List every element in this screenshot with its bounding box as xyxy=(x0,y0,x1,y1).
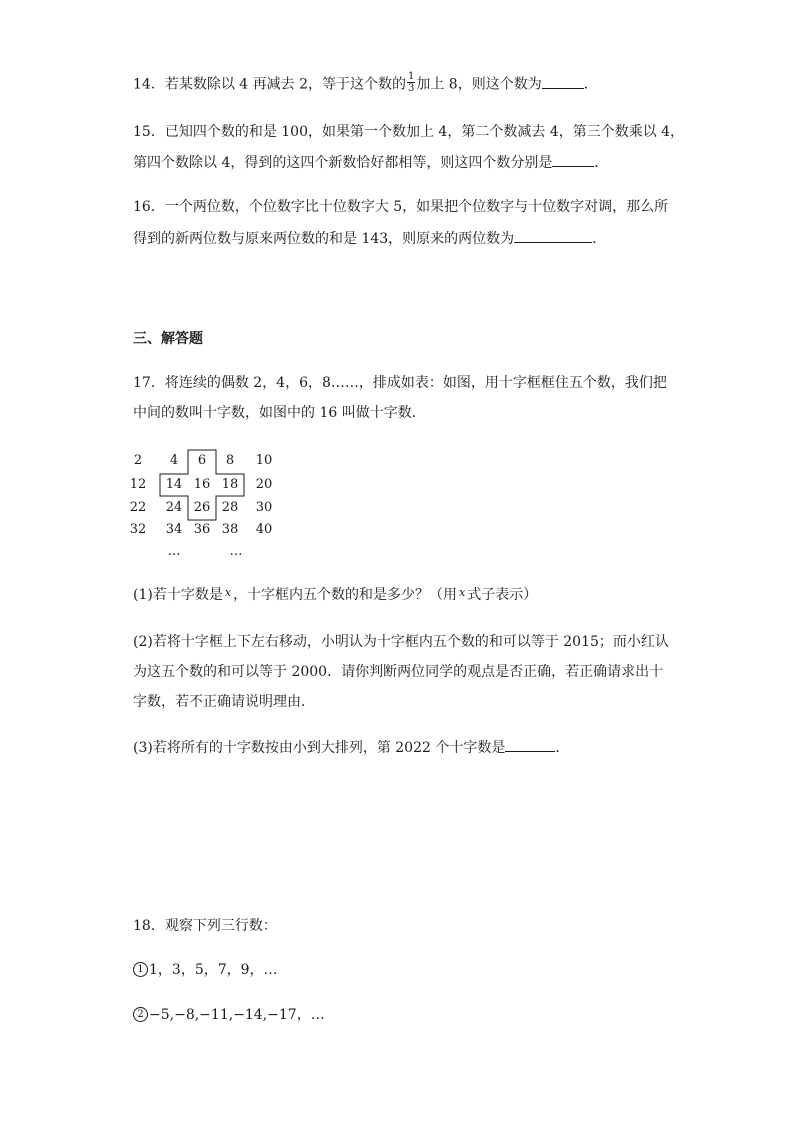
question-15-line1: 15．已知四个数的和是 100，如果第一个数加上 4，第二个数减去 4，第三个数乘以 4， xyxy=(133,124,685,140)
circled-number-2: 2 xyxy=(133,1007,148,1022)
grid-cell: 20 xyxy=(255,477,273,492)
question-17-line2: 中间的数叫十字数，如图中的 16 叫做十字数． xyxy=(133,405,426,421)
variable-x: x xyxy=(459,586,466,599)
variable-x: x xyxy=(224,586,232,599)
grid-cell: 24 xyxy=(165,500,183,515)
grid-cell: 26 xyxy=(193,500,211,515)
question-17-line1: 17．将连续的偶数 2，4，6，8……，排成如表：如图，用十字框框住五个数，我们把 xyxy=(133,375,667,391)
grid-cell: 18 xyxy=(221,477,239,492)
grid-cell: 6 xyxy=(197,453,207,468)
grid-cell: 40 xyxy=(255,522,273,537)
grid-ellipsis: … xyxy=(229,544,243,559)
q14-prefix: 14．若某数除以 4 再减去 2，等于这个数的 xyxy=(133,76,406,93)
circled-number-1: 1 xyxy=(133,962,148,977)
q14-suffix: 加上 8，则这个数为 xyxy=(416,76,542,93)
answer-blank[interactable] xyxy=(505,737,555,752)
grid-cell: 22 xyxy=(129,500,147,515)
question-17-part3: (3)若将所有的十字数按由小到大排列，第 2022 个十字数是 ． xyxy=(133,737,569,758)
question-17-part2-line3: 字数，若不正确请说明理由． xyxy=(133,694,315,710)
grid-cell: 34 xyxy=(165,522,183,537)
grid-cell: 32 xyxy=(129,522,147,537)
question-17-part2-line1: (2)若将十字框上下左右移动，小明认为十字框内五个数的和可以等于 2015；而小红认 xyxy=(133,634,669,650)
grid-cell: 14 xyxy=(165,477,183,492)
question-14: 14．若某数除以 4 再减去 2，等于这个数的 $\frac{1}{3}$ 加上 8，则这个数为 ． xyxy=(133,71,598,94)
grid-ellipsis: … xyxy=(167,544,181,559)
grid-cell: 8 xyxy=(225,453,235,468)
fraction-one-third: $\frac{1}{3}$ xyxy=(407,71,415,94)
question-17-part1: (1)若十字数是 $^x$ ，十字框内五个数的和是多少？（用 $^x$ 式子表示） xyxy=(133,586,538,603)
grid-cell: 16 xyxy=(193,477,211,492)
question-18-intro: 18．观察下列三行数： xyxy=(133,918,277,934)
section-heading: 三、解答题 xyxy=(133,331,203,347)
grid-cell: 12 xyxy=(129,477,147,492)
grid-cell: 36 xyxy=(193,522,211,537)
grid-cell: 30 xyxy=(255,500,273,515)
question-15-line2: 第四个数除以 4，得到的这四个新数恰好都相等，则这四个数分别是 ． xyxy=(133,152,608,173)
grid-cell: 28 xyxy=(221,500,239,515)
question-18-row2: 2 −5,−8,−11,−14,−17，… xyxy=(133,1005,325,1025)
grid-cell: 38 xyxy=(221,522,239,537)
question-16-line1: 16．一个两位数，个位数字比十位数字大 5，如果把个位数字与十位数字对调，那么所 xyxy=(133,199,669,215)
question-18-row1: 1 1，3，5，7，9，… xyxy=(133,960,278,980)
grid-cell: 4 xyxy=(169,453,179,468)
grid-cell: 2 xyxy=(133,453,143,468)
question-16-line2: 得到的新两位数与原来两位数的和是 143，则原来的两位数为 ． xyxy=(133,228,606,249)
grid-cell: 10 xyxy=(255,453,273,468)
question-17-part2-line2: 为这五个数的和可以等于 2000．请你判断两位同学的观点是否正确，若正确请求出十 xyxy=(133,664,664,680)
